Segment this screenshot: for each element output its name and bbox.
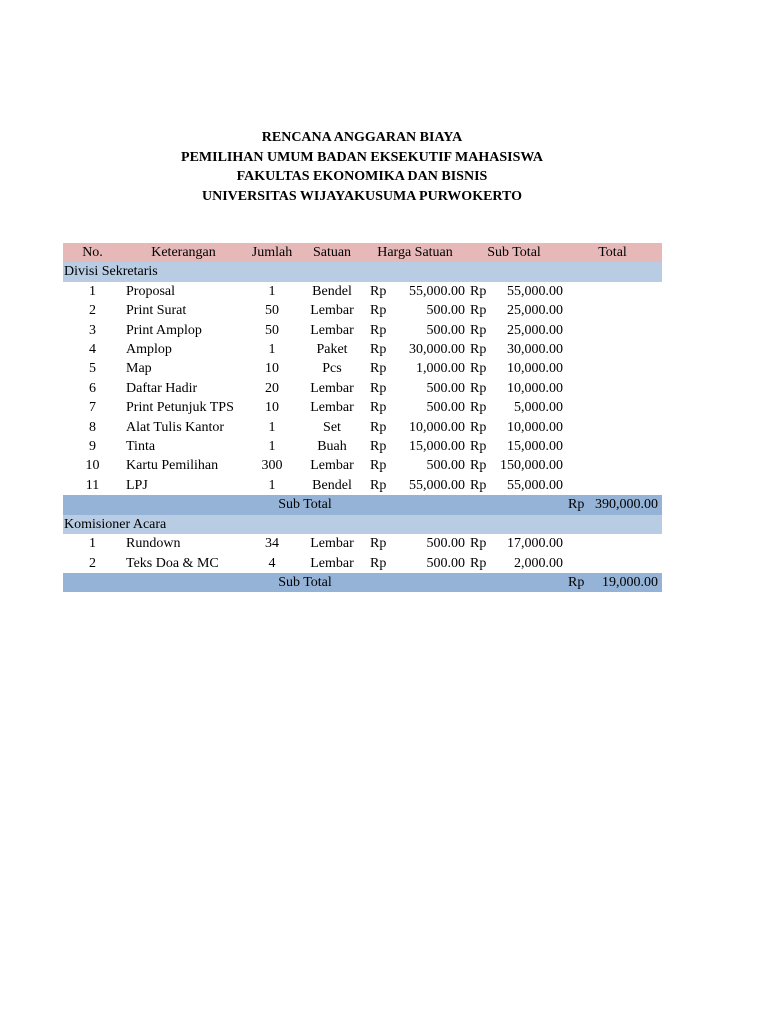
table-row [63,418,662,437]
item-total-empty [591,554,662,573]
title-line-1: RENCANA ANGGARAN BIAYA [261,130,463,145]
item-total-empty [563,282,591,301]
currency-label: Rp [370,458,387,474]
table-row [63,554,662,573]
item-total-empty [563,554,591,573]
item-keterangan: Print Surat [126,303,187,319]
currency-label: Rp [470,342,487,358]
item-jumlah: 10 [265,361,279,377]
item-jumlah: 1 [268,342,276,358]
table-row [63,534,662,553]
item-no: 2 [89,303,96,319]
item-no: 9 [89,439,96,455]
item-satuan: Set [323,419,341,435]
item-sub-total: 150,000.00 [500,458,564,474]
title-line-3: FAKULTAS EKONOMIKA DAN BISNIS [236,169,488,184]
item-harga-satuan: 15,000.00 [409,439,465,455]
currency-label: Rp [470,477,487,493]
header-harga-satuan: Harga Satuan [377,245,453,260]
budget-table [63,243,662,592]
item-total-empty [591,379,662,398]
currency-label: Rp [370,380,387,396]
item-harga-satuan: 500.00 [426,380,465,396]
item-keterangan: Amplop [126,342,172,358]
currency-label: Rp [370,419,387,435]
item-total-empty [563,398,591,417]
item-harga-satuan: 1,000.00 [416,361,465,377]
table-row [63,340,662,359]
item-jumlah: 1 [268,419,276,435]
item-total-empty [591,456,662,475]
item-total-empty [563,379,591,398]
item-keterangan: Teks Doa & MC [126,555,219,571]
currency-label: Rp [370,322,387,338]
item-total-empty [591,418,662,437]
item-total-empty [563,321,591,340]
item-satuan: Lembar [310,536,354,552]
item-jumlah: 1 [268,439,276,455]
item-no: 5 [89,361,96,377]
item-jumlah: 10 [265,400,279,416]
item-jumlah: 50 [265,303,279,319]
item-jumlah: 50 [265,322,279,338]
item-total-empty [591,398,662,417]
currency-label: Rp [470,303,487,319]
table-row [63,456,662,475]
section-total: 19,000.00 [602,574,659,590]
item-sub-total: 30,000.00 [507,342,564,358]
item-sub-total: 10,000.00 [507,361,564,377]
item-keterangan: Alat Tulis Kantor [126,419,225,435]
header-total: Total [598,245,627,260]
item-no: 7 [89,400,96,416]
item-total-empty [563,340,591,359]
item-keterangan: Daftar Hadir [126,380,198,396]
item-total-empty [591,437,662,456]
subtotal-spacer [365,495,563,514]
item-keterangan: Tinta [126,439,156,455]
item-sub-total: 15,000.00 [507,439,564,455]
item-sub-total: 25,000.00 [507,303,564,319]
currency-label: Rp [370,303,387,319]
item-satuan: Lembar [310,400,354,416]
item-satuan: Pcs [322,361,342,377]
item-total-empty [591,340,662,359]
item-satuan: Lembar [310,458,354,474]
item-total-empty [563,437,591,456]
currency-label: Rp [470,555,487,571]
item-keterangan: Map [126,361,152,377]
item-jumlah: 300 [261,458,283,474]
item-sub-total: 17,000.00 [507,536,564,552]
item-total-empty [591,282,662,301]
subtotal-label: Sub Total [278,574,332,590]
table-row [63,437,662,456]
header-satuan: Satuan [312,245,352,260]
item-harga-satuan: 500.00 [426,536,465,552]
table-row [63,476,662,495]
item-sub-total: 55,000.00 [507,283,564,299]
subtotal-spacer [63,573,245,592]
table-row [63,398,662,417]
item-satuan: Bendel [312,477,352,493]
item-no: 8 [89,419,96,435]
item-jumlah: 20 [265,380,279,396]
item-total-empty [563,359,591,378]
item-no: 1 [89,283,96,299]
document-title [0,128,724,206]
header-keterangan: Keterangan [151,245,216,260]
currency-label: Rp [568,574,585,590]
currency-label: Rp [470,536,487,552]
section-row [63,262,662,281]
item-harga-satuan: 500.00 [426,400,465,416]
currency-label: Rp [470,458,487,474]
currency-label: Rp [370,400,387,416]
item-satuan: Lembar [310,380,354,396]
item-keterangan: Print Petunjuk TPS [126,400,234,416]
section-name: Komisioner Acara [64,516,167,532]
subtotal-spacer [63,495,245,514]
item-total-empty [591,359,662,378]
currency-label: Rp [370,361,387,377]
item-satuan: Lembar [310,322,354,338]
item-no: 10 [85,458,100,474]
item-jumlah: 34 [265,536,279,552]
item-sub-total: 10,000.00 [507,380,564,396]
item-jumlah: 1 [268,283,276,299]
item-no: 6 [89,380,96,396]
section-name: Divisi Sekretaris [64,264,158,280]
item-sub-total: 25,000.00 [507,322,564,338]
subtotal-spacer [365,573,563,592]
item-satuan: Paket [316,342,348,358]
item-no: 3 [89,322,96,338]
item-keterangan: Rundown [126,536,181,552]
item-harga-satuan: 500.00 [426,458,465,474]
section-row [63,515,662,534]
item-harga-satuan: 55,000.00 [409,283,465,299]
item-keterangan: LPJ [126,477,148,493]
item-total-empty [563,418,591,437]
item-no: 4 [89,342,96,358]
item-sub-total: 2,000.00 [514,555,564,571]
item-jumlah: 4 [268,555,276,571]
subtotal-label: Sub Total [278,497,332,513]
item-harga-satuan: 30,000.00 [409,342,465,358]
table-body [63,262,662,592]
item-satuan: Buah [317,439,347,455]
item-harga-satuan: 500.00 [426,555,465,571]
currency-label: Rp [470,419,487,435]
currency-label: Rp [370,283,387,299]
table-row [63,359,662,378]
table-row [63,379,662,398]
currency-label: Rp [470,283,487,299]
item-harga-satuan: 500.00 [426,303,465,319]
currency-label: Rp [470,439,487,455]
currency-label: Rp [470,380,487,396]
header-sub-total: Sub Total [487,245,541,260]
table-row [63,301,662,320]
header-no: No. [82,245,103,260]
currency-label: Rp [568,497,585,513]
title-line-2: PEMILIHAN UMUM BADAN EKSEKUTIF MAHASISWA [181,149,543,165]
item-jumlah: 1 [268,477,276,493]
item-no: 2 [89,555,96,571]
currency-label: Rp [370,555,387,571]
table-row [63,282,662,301]
item-harga-satuan: 500.00 [426,322,465,338]
item-total-empty [563,301,591,320]
item-harga-satuan: 55,000.00 [409,477,465,493]
item-total-empty [591,534,662,553]
item-total-empty [591,301,662,320]
item-harga-satuan: 10,000.00 [409,419,465,435]
table-row [63,321,662,340]
item-total-empty [563,534,591,553]
item-keterangan: Print Amplop [126,322,202,338]
currency-label: Rp [470,361,487,377]
item-keterangan: Kartu Pemilihan [126,458,219,474]
item-total-empty [591,476,662,495]
currency-label: Rp [370,342,387,358]
currency-label: Rp [470,322,487,338]
item-sub-total: 55,000.00 [507,477,564,493]
currency-label: Rp [470,400,487,416]
item-total-empty [591,321,662,340]
item-keterangan: Proposal [126,283,175,299]
header-jumlah: Jumlah [251,245,293,260]
currency-label: Rp [370,439,387,455]
title-line-4: UNIVERSITAS WIJAYAKUSUMA PURWOKERTO [201,188,523,204]
section-total: 390,000.00 [595,497,659,513]
item-satuan: Lembar [310,303,354,319]
item-total-empty [563,456,591,475]
item-sub-total: 5,000.00 [514,400,564,416]
currency-label: Rp [370,536,387,552]
table-header-row [63,243,662,262]
currency-label: Rp [370,477,387,493]
subtotal-row [63,573,662,592]
item-sub-total: 10,000.00 [507,419,564,435]
item-total-empty [563,476,591,495]
item-no: 11 [85,477,100,493]
subtotal-row [63,495,662,514]
item-no: 1 [89,536,96,552]
item-satuan: Lembar [310,555,354,571]
item-satuan: Bendel [312,283,352,299]
